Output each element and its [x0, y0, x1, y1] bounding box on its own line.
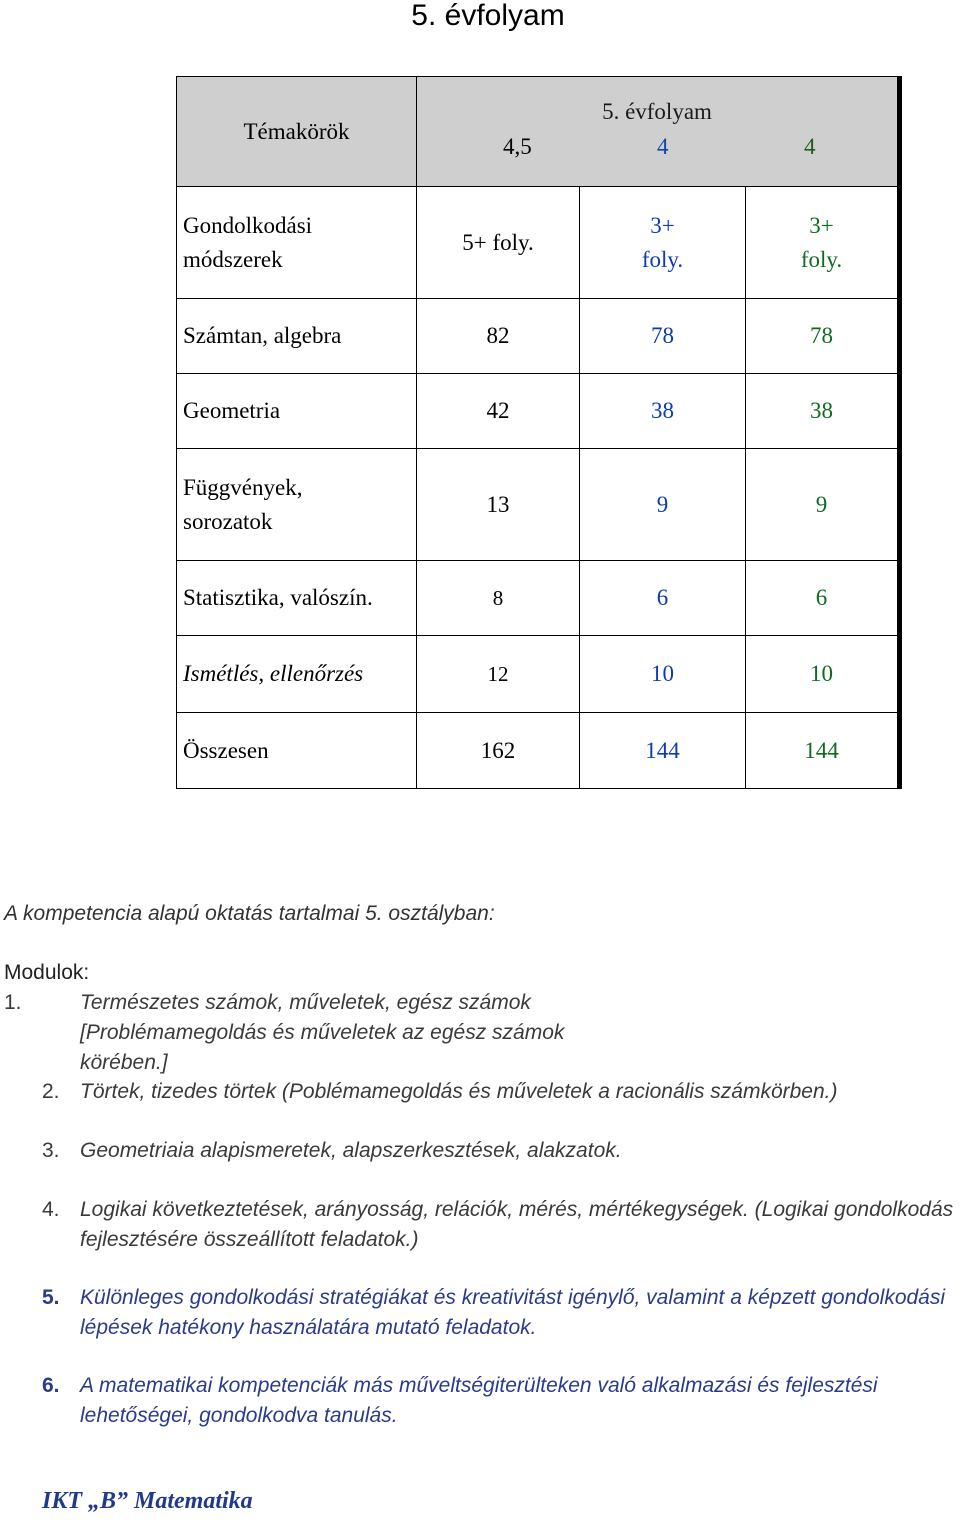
table-row	[177, 636, 900, 713]
row-value-3: 78	[746, 299, 900, 374]
table-row	[177, 299, 900, 374]
row-value-2: 144	[580, 713, 746, 789]
row-topic: Számtan, algebra	[177, 299, 417, 374]
table-row	[177, 449, 900, 561]
row-value-2: 10	[580, 636, 746, 713]
row-topic: Ismétlés, ellenőrzés	[177, 636, 417, 713]
row-value-3: 144	[746, 713, 900, 789]
row-value-1: 162	[417, 713, 580, 789]
table-row	[177, 187, 900, 299]
row-value-1: 13	[417, 449, 580, 561]
module-text: Különleges gondolkodási stratégiákat és kreativitást igénylő, valamint a képzett gondolkodási lépések hatékony használatára mutató feladatok.	[80, 1286, 946, 1339]
module-number: 5.	[42, 1286, 60, 1309]
hours-col-1: 4,5	[503, 134, 532, 159]
page-title: 5. évfolyam	[411, 0, 565, 32]
row-value-2: 3+ foly.	[580, 187, 746, 299]
row-value-3: 9	[746, 449, 900, 561]
hours-col-3: 4	[804, 134, 816, 159]
module-item-3	[42, 1136, 960, 1166]
row-value-1: 8	[417, 561, 580, 636]
modules-heading: Modulok:	[4, 961, 90, 984]
row-topic: Statisztika, valószín.	[177, 561, 417, 636]
module-number: 1.	[4, 991, 22, 1014]
table-row	[177, 713, 900, 789]
row-value-3: 38	[746, 374, 900, 449]
table-row	[177, 374, 900, 449]
module-number: 6.	[42, 1374, 60, 1397]
row-topic: Geometria	[177, 374, 417, 449]
topics-header	[177, 77, 417, 187]
module-item-5	[42, 1283, 960, 1343]
module-item-6	[42, 1371, 960, 1431]
module-text: Geometriaia alapismeretek, alapszerkesztések, alakzatok.	[80, 1139, 622, 1162]
row-value-3: 3+ foly.	[746, 187, 900, 299]
row-value-3: 6	[746, 561, 900, 636]
footer-label: IKT „B” Matematika	[42, 1488, 253, 1514]
intro-text: A kompetencia alapú oktatás tartalmai 5. osztályban:	[4, 902, 495, 925]
table-header-row	[177, 77, 900, 187]
topics-header-label: Témakörök	[243, 118, 350, 144]
module-item-2	[42, 1077, 960, 1107]
row-topic: Összesen	[177, 713, 417, 789]
module-text: Természetes számok, műveletek, egész számok [Problémamegoldás és műveletek az egész számok körében.]	[80, 991, 565, 1074]
row-value-2: 9	[580, 449, 746, 561]
row-value-3: 10	[746, 636, 900, 713]
module-number: 4.	[42, 1198, 60, 1221]
grade-header	[417, 77, 900, 187]
module-item-4	[42, 1195, 960, 1255]
row-value-2: 38	[580, 374, 746, 449]
hours-col-2: 4	[657, 134, 669, 159]
module-number: 2.	[42, 1080, 60, 1103]
module-text: Logikai következtetések, arányosság, relációk, mérés, mértékegységek. (Logikai gondolkodás fejlesztésére összeállított feladatok.)	[80, 1198, 954, 1251]
row-value-2: 78	[580, 299, 746, 374]
curriculum-table	[176, 76, 902, 789]
row-value-1: 82	[417, 299, 580, 374]
table-row	[177, 561, 900, 636]
row-value-1: 12	[417, 636, 580, 713]
row-value-1: 5+ foly.	[417, 187, 580, 299]
grade-header-title: 5. évfolyam	[602, 99, 712, 124]
row-topic: Gondolkodási módszerek	[177, 187, 417, 299]
row-topic: Függvények, sorozatok	[177, 449, 417, 561]
row-value-1: 42	[417, 374, 580, 449]
module-item-1	[4, 988, 960, 1078]
row-value-2: 6	[580, 561, 746, 636]
module-text: Törtek, tizedes törtek (Poblémamegoldás és műveletek a racionális számkörben.)	[80, 1080, 838, 1103]
module-number: 3.	[42, 1139, 60, 1162]
module-text: A matematikai kompetenciák más műveltségiterülteken való alkalmazási és fejlesztési lehetőségei, gondolkodva tanulás.	[80, 1374, 878, 1427]
